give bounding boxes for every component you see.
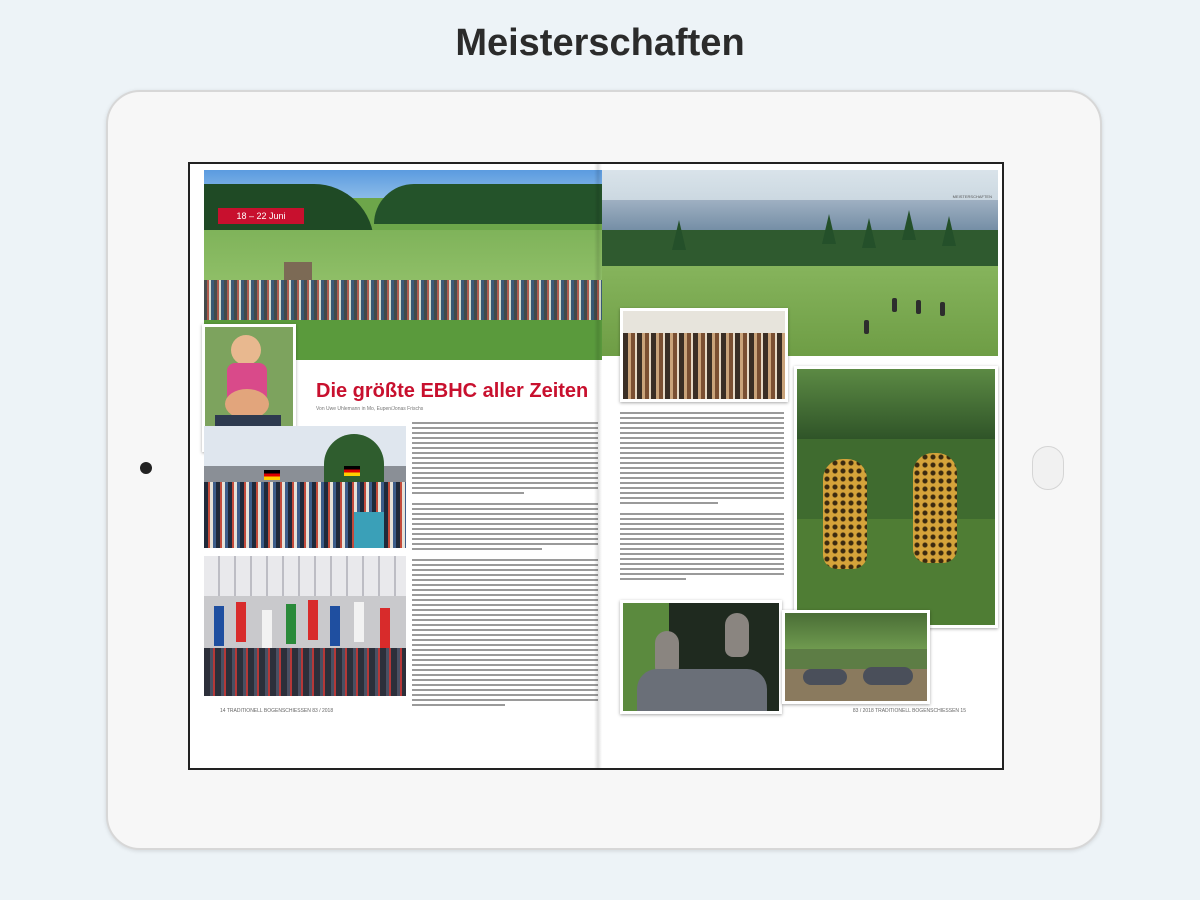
article-byline: Von Uwe Uhlemann in Mo, Eupen/Jonas Frischs <box>316 406 424 412</box>
magazine-spread[interactable] <box>188 162 1004 770</box>
photo-tent-ceremony <box>204 556 406 696</box>
photo-owl-targets <box>620 600 782 714</box>
photo-indoor-hall <box>620 308 788 402</box>
article-headline: Die größte EBHC aller Zeiten <box>316 380 589 402</box>
left-page-folio: 14 TRADITIONELL BOGENSCHIESSEN 83 / 2018 <box>220 708 334 714</box>
camera-icon <box>140 462 152 474</box>
photo-badger-targets <box>782 610 930 704</box>
date-banner: 18 – 22 Juni <box>218 208 304 224</box>
home-button-icon[interactable] <box>1032 446 1064 490</box>
running-head: MEISTERSCHAFTEN <box>952 194 992 199</box>
right-page-folio: 83 / 2018 TRADITIONELL BOGENSCHIESSEN 15 <box>852 708 966 714</box>
text-column-right-1 <box>620 412 784 583</box>
text-column-left-1 <box>412 422 598 709</box>
spread-gutter <box>594 164 602 768</box>
page-title: Meisterschaften <box>455 22 745 64</box>
photo-crowd-flags <box>204 426 406 548</box>
photo-cheetah-targets <box>794 366 998 628</box>
